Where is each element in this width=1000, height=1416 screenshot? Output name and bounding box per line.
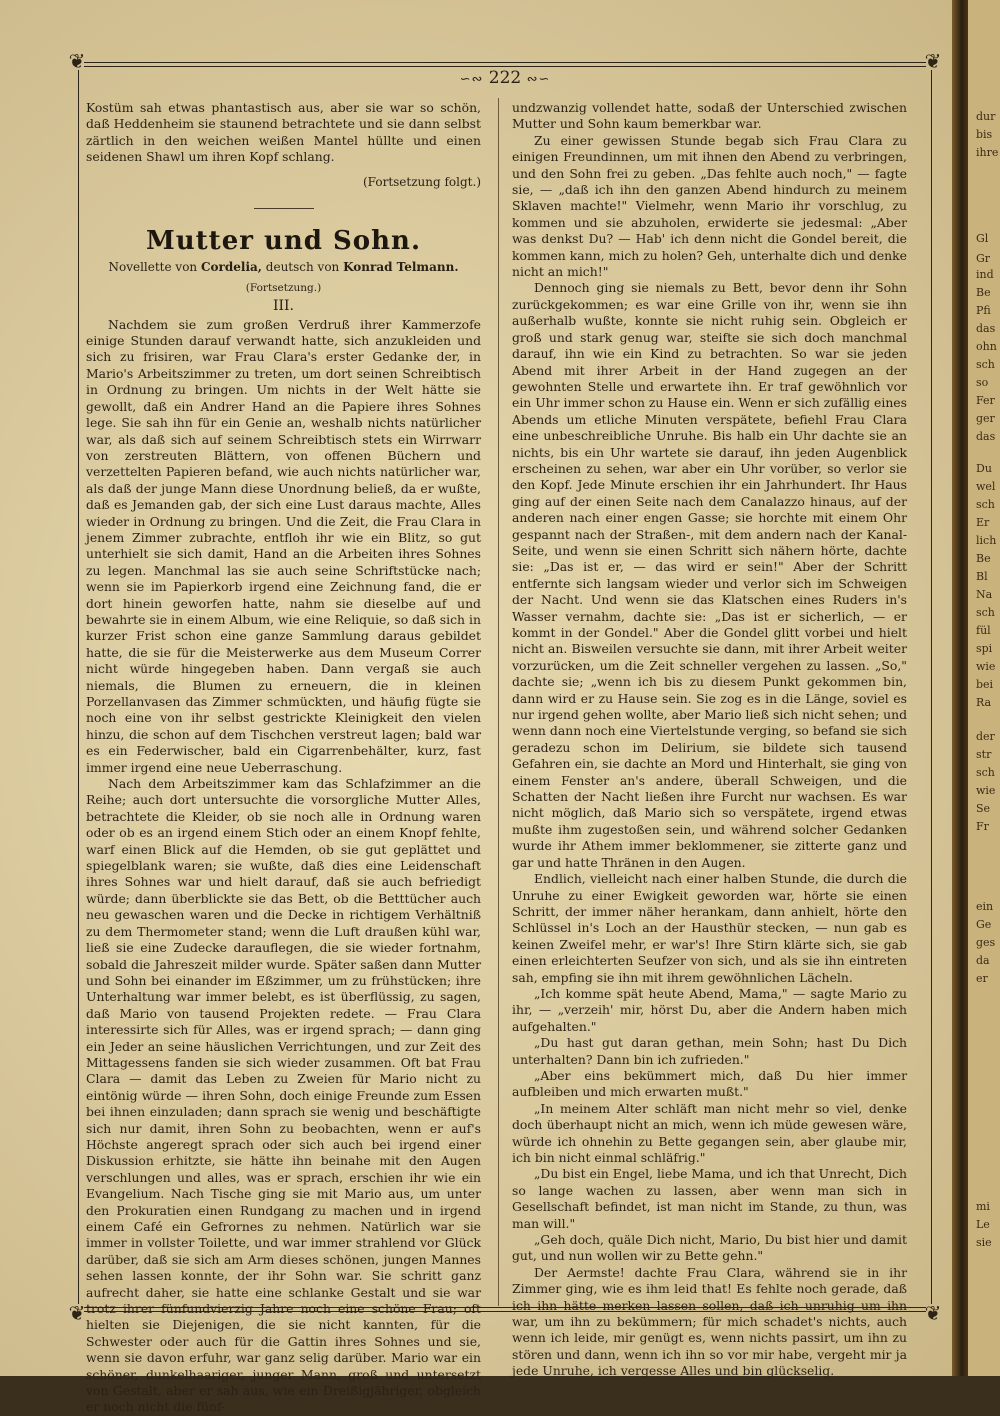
paragraph: Zu einer gewissen Stunde begab sich Frau Clara zu einigen Freundinnen, um mit ihnen den Abend zu verbringen, und den Sohn frei zu geben. „Das fehlte auch noch," — fagte sie, — „daß ich ihn den ganzen Abend hindurch zu meinem Sklaven machte!" Vielmehr, wenn Mario ihr vorschlug, zu kommen und sie abzuholen, erwiderte sie jedesmal: „Aber was denkst Du? — Hab' ich denn nicht die Gondel bereit, die kommen kann, mich zu holen? Geh, unterhalte dich und denke nicht an mich!": [512, 132, 907, 280]
page-border-frame: [68, 49, 942, 1415]
adjacent-page-edge: [968, 0, 1000, 1376]
adjacent-page-fragment: spi: [976, 642, 993, 655]
adjacent-page-fragment: Be: [976, 286, 991, 299]
adjacent-page-fragment: so: [976, 376, 989, 389]
adjacent-page-fragment: Du: [976, 462, 992, 475]
chapter-number: III.: [272, 298, 295, 315]
adjacent-page-fragment: fül: [976, 624, 991, 637]
adjacent-page-fragment: Le: [976, 1218, 990, 1231]
adjacent-page-fragment: sch: [976, 358, 995, 371]
adjacent-page-fragment: Fr: [976, 820, 989, 833]
adjacent-page-fragment: Gr: [976, 252, 991, 265]
adjacent-page-fragment: lich: [976, 534, 997, 547]
right-column: [512, 100, 907, 1380]
adjacent-page-fragment: Pfi: [976, 304, 991, 317]
adjacent-page-fragment: wie: [976, 784, 996, 797]
section-separator: [254, 208, 314, 209]
paragraph: „Ich komme spät heute Abend, Mama," — sagte Mario zu ihr, — „verzeih' mir, hörst Du, aber die Andern haben mich aufgehalten.": [512, 985, 907, 1034]
translator: Konrad Telmann.: [343, 260, 459, 275]
header-ornament-right-icon: ∾∽: [526, 72, 551, 87]
column-divider: [498, 98, 499, 1306]
header-ornament-left-icon: ∽∾: [459, 72, 484, 87]
paragraph: undzwanzig vollendet hatte, sodaß der Unterschied zwischen Mutter und Sohn kaum bemerkbar war.: [512, 100, 907, 132]
paragraph: „Geh doch, quäle Dich nicht, Mario, Du bist hier und damit gut, und nun wollen wir zu Bette gehn.": [512, 1232, 907, 1264]
top-border-rule: [84, 62, 926, 67]
adjacent-page-fragment: wie: [976, 660, 996, 673]
author: Cordelia,: [200, 260, 262, 275]
adjacent-page-fragment: Bl: [976, 570, 988, 583]
adjacent-page-fragment: wel: [976, 480, 996, 493]
paragraph: „Aber eins bekümmert mich, daß Du hier immer aufbleiben und mich erwarten mußt.": [512, 1067, 907, 1100]
adjacent-page-fragment: das: [976, 430, 996, 443]
adjacent-page-fragment: dur: [976, 110, 996, 123]
adjacent-page-fragment: der: [976, 730, 995, 743]
adjacent-page-fragment: Se: [976, 802, 991, 815]
adjacent-page-fragment: Er: [976, 516, 990, 529]
adjacent-page-fragment: Na: [976, 588, 993, 601]
adjacent-page-fragment: sch: [976, 498, 995, 511]
adjacent-page-fragment: mi: [976, 1200, 990, 1213]
adjacent-page-fragment: ger: [976, 412, 995, 425]
paragraph: „Du hast gut daran gethan, mein Sohn; hast Du Dich unterhalten? Dann bin ich zufrieden.": [512, 1035, 907, 1067]
adjacent-page-fragment: er: [976, 972, 988, 985]
adjacent-page-fragment: ges: [976, 936, 996, 949]
paragraph: Endlich, vielleicht nach einer halben Stunde, die durch die Unruhe zu einer Ewigkeit geworden war, hörte sie einen Schritt, der immer näher herankam, dann anhielt, hörte den Schlüssel in's Loch an der Hausthür stecken, — nun gab es keinen Zweifel mehr, er war's! Ihre Stirn klärte sich, sie gab einen erleichterten Seufzer von sich, und als sie ihn eintreten sah, empfing sie ihn mit ihrem gewöhnlichen Lächeln.: [512, 871, 907, 985]
left-column: [86, 100, 481, 1416]
paragraph: Nach dem Arbeitszimmer kam das Schlafzimmer an die Reihe; auch dort untersuchte die vorsorgliche Mutter Alles, betrachtete die Kleider, ob sie noch alle in Ordnung waren oder ob es an irgend einem Stich oder an einem Knopf fehlte, warf einen Blick auf die Hemden, ob sie gut geplättet und spiegelblank waren; sie wußte, daß dies eine Leidenschaft ihres Sohnes war und hielt darauf, daß sie auch befriedigt würde; dann überblickte sie das Bett, ob die Betttücher auch neu gewaschen waren und die Decke in richtigem Verhältniß zu dem Thermometer stand; wenn die Luft draußen kühl war, ließ sie eine Zudecke darauflegen, die sie wieder fortnahm, sobald die Jahreszeit milder wurde. Später saßen dann Mutter und Sohn bei einander im Eßzimmer, um zu frühstücken; ihre Unterhaltung war immer belebt, es ist überflüssig, zu sagen, daß Mario von tausend Projekten redete. — Frau Clara interessirte sich für Alles, was er irgend sprach; — dann ging ein Jeder an seine häuslichen Verrichtungen, und zur Zeit des Mittagessens fanden sie sich wieder zusammen. Oft bat Frau Clara — damit das Leben zu Zweien für Mario nicht zu eintönig würde — ihren Sohn, doch einige Freunde zum Essen bei ihnen einzuladen; dann sprach sie wenig und beschäftigte sich nur damit, ihren Sohn zu beobachten, wenn er auf's Höchste angeregt sprach oder sich auch bei irgend einer Diskussion erhitzte, sie hätte ihn beinahe mit den Augen verschlungen und alles, was er sprach, erschien ihr wie ein Evangelium. Nach Tische ging sie mit Mario aus, um unter den Prokuratien einen Rundgang zu machen und in irgend einem Café ein Gefrornes zu nehmen. Natürlich war sie immer in vollster Toilette, und war immer strahlend vor Glück darüber, daß sie sich am Arm dieses schönen, jungen Mannes sehen lassen konnte, der ihr Sohn war. Sie schritt ganz aufrecht daher, sie hatte eine schlanke Gestalt und sie war trotz ihrer fünfundvierzig Jahre noch eine schöne Frau; oft hielten sie Diejenigen, die sie nicht kannten, für die Schwester oder auch für die Gattin ihres Sohnes und sie, wenn sie davon erfuhr, war ganz selig darüber. Mario war ein schöner, dunkelhaariger, junger Mann, groß und untersetzt von Gestalt, aber er sah aus, wie ein Dreißigjähriger, obgleich er noch nicht die fünf-: [86, 776, 481, 1415]
corner-ornament-icon: ❦: [924, 49, 942, 73]
page-header: [70, 68, 940, 88]
byline-prefix: Novellette von: [108, 260, 198, 275]
adjacent-page-fragment: Gl: [976, 232, 989, 245]
book-spine-gutter: [952, 0, 968, 1376]
adjacent-page-fragment: bis: [976, 128, 993, 141]
adjacent-page-fragment: sch: [976, 766, 995, 779]
corner-ornament-icon: ❦: [924, 1301, 942, 1325]
paragraph: „Du bist ein Engel, liebe Mama, und ich that Unrecht, Dich so lange wachen zu lassen, aber wenn man sich in Gesellschaft befindet, ist man nicht im Stande, zu thun, was man will.": [512, 1166, 907, 1231]
corner-ornament-icon: ❦: [68, 49, 86, 73]
paragraph: Dennoch ging sie niemals zu Bett, bevor denn ihr Sohn zurückgekommen; es war eine Grille von ihr, wenn sie ihn außerhalb wußte, konnte sie nicht ruhig sein. Obgleich er groß und stark genug war, steifte sie sich doch manchmal darauf, ihn wie ein Kind zu betrachten. So war sie jeden Abend mit ihrer Arbeit in der Hand zugegen an der gewohnten Stelle und erwartete ihn. Er traf gewöhnlich vor ein Uhr immer schon zu Hause ein. Wenn er sich zufällig eines Abends um etliche Minuten verspätete, befiehl Frau Clara eine unbeschreibliche Unruhe. Bis halb ein Uhr dachte sie an nichts, bis ein Uhr wartete sie darauf, ihn jeden Augenblick erscheinen zu sehen, war aber ein Uhr vorüber, so verlor sie den Kopf. Jede Minute erschien ihr ein Jahrhundert. Ihr Haus ging auf der einen Seite nach dem Canalazzo hinaus, auf der anderen nach einer engen Gasse; sie horchte mit einem Ohr gespannt nach der Straßen-, mit dem andern nach der Kanal-Seite, und wenn sie einen Schritt sich nähern hörte, dachte sie: „Das ist er, — das wird er sein!" Aber der Schritt entfernte sich langsam wieder und verlor sich im Schweigen der Nacht. Und wenn sie das Klatschen eines Ruders in's Wasser vernahm, dachte sie: „Das ist er sicherlich, — er kommt in der Gondel." Aber die Gondel glitt vorbei und hielt nicht an. Bisweilen versuchte sie dann, mit ihrer Arbeit weiter vorzurücken, um die Zeit schneller vergehen zu lassen. „So," dachte sie; „wenn ich bis zu diesem Punkt gekommen bin, dann wird er zu Hause sein. Sie zog es in die Länge, soviel es nur irgend gehen wollte, aber Mario ließ sich nicht sehen; und wenn dann noch eine Viertelstunde verging, so befand sie sich geradezu schon im Delirium, sie bildete sich tausend Gefahren ein, sie dachte an Mord und Hinterhalt, sie ging von einem Fenster an's andere, überall Schweigen, und die Schatten der Nacht ließen ihre Furcht nur wachsen. Es war nicht möglich, daß Mario sich so verspätete, irgend etwas mußte ihm zugestoßen sein, und während solcher Gedanken wurde ihr Athem immer beklommener, sie zitterte ganz und gar und hatte Thränen in den Augen.: [512, 280, 907, 870]
adjacent-page-fragment: das: [976, 322, 996, 335]
adjacent-page-fragment: Ge: [976, 918, 992, 931]
adjacent-page-fragment: da: [976, 954, 990, 967]
story-title: Mutter und Sohn.: [145, 226, 421, 257]
paragraph: Nachdem sie zum großen Verdruß ihrer Kammerzofe einige Stunden darauf verwandt hatte, sich anzukleiden und sich zu frisiren, war Frau Clara's erster Gedanke der, in Mario's Arbeitszimmer zu treten, um dort seinen Schreibtisch in Ordnung zu bringen. Um nichts in der Welt hätte sie gewollt, daß ein Andrer Hand an die Papiere ihres Sohnes lege. Sie sah ihn für ein Genie an, weshalb nichts natürlicher war, als daß sich auf seinem Schreibtisch stets ein Wirrwarr von zerstreuten Blättern, von offenen Büchern und verzettelten Papieren befand, wie auch nichts natürlicher war, als daß der junge Mann diese Unordnung beließ, da er wußte, daß es Jemanden gab, der sich eine Lust daraus machte, Alles wieder in Ordnung zu bringen. Und die Zeit, die Frau Clara in jenem Zimmer zubrachte, entfloh ihr wie ein Blitz, so gut unterhielt sie sich damit, Hand an die Arbeiten ihres Sohnes zu legen. Manchmal las sie auch seine Schriftstücke nach; wenn sie im Papierkorb irgend eine Zeichnung fand, die er dort hinein geworfen hatte, nahm sie dieselbe auf und bewahrte sie in einem Album, wie eine Reliquie, so daß sich in kurzer Frist schon eine ganze Sammlung daraus gebildet hatte, die sie für die Meisterwerke aus dem Museum Correr nicht würde hingegeben haben. Dann vergaß sie auch niemals, die Blumen zu erneuern, die in kleinen Porzellanvasen das Zimmer schmückten, und häufig fügte sie noch eine von ihr selbst gestrickte Kleinigkeit den vielen hinzu, die schon auf dem Tischchen verstreut lagen; bald war es ein Federwischer, bald ein Cigarrenbehälter, kurz, fast immer irgend eine neue Ueberraschung.: [86, 316, 481, 775]
adjacent-page-fragment: str: [976, 748, 992, 761]
paragraph: „In meinem Alter schläft man nicht mehr so viel, denke doch überhaupt nicht an mich, wenn ich müde gewesen wäre, würde ich ohnehin zu Bette gegangen sein, aber glaube mir, ich bin nicht einmal schläfrig.": [512, 1100, 907, 1165]
adjacent-page-fragment: Be: [976, 552, 991, 565]
left-border-rule: [78, 70, 79, 1304]
adjacent-page-fragment: sch: [976, 606, 995, 619]
corner-ornament-icon: ❦: [68, 1301, 86, 1325]
adjacent-page-fragment: ihre: [976, 146, 999, 159]
page-number: 222: [488, 68, 522, 88]
adjacent-page-fragment: bei: [976, 678, 994, 691]
paragraph: Der Aermste! dachte Frau Clara, während sie in ihr Zimmer ging, wie es ihm leid that! Es fehlte noch gerade, daß ich ihn hätte merken lassen sollen, daß ich unruhig um ihn war, um ihn zu bekümmern; für mich schadet's nichts, auch wenn ich leide, mir genügt es, wenn nichts passirt, um ihn zu stören und dann, wenn ich ihn so vor mir habe, vergeht mir ja jede Unruhe, ich vergesse Alles und bin glückselig.: [512, 1264, 907, 1379]
fortsetzung-label: (Fortsetzung.): [245, 281, 322, 294]
byline-middle: deutsch von: [265, 260, 340, 275]
adjacent-page-fragment: ein: [976, 900, 994, 913]
adjacent-page-fragment: Ra: [976, 696, 992, 709]
continued-note: (Fortsetzung folgt.): [363, 174, 481, 189]
adjacent-page-fragment: Fer: [976, 394, 995, 407]
adjacent-page-fragment: sie: [976, 1236, 992, 1249]
right-border-rule: [931, 70, 932, 1304]
adjacent-page-fragment: ohn: [976, 340, 997, 353]
continuation-text: Kostüm sah etwas phantastisch aus, aber sie war so schön, daß Heddenheim sie staunend betrachtete und sie dann selbst zärtlich in den weichen weißen Mantel hüllte und einen seidenen Shawl um ihren Kopf schlang.: [86, 100, 481, 165]
byline: [86, 259, 481, 275]
adjacent-page-fragment: ind: [976, 268, 994, 281]
